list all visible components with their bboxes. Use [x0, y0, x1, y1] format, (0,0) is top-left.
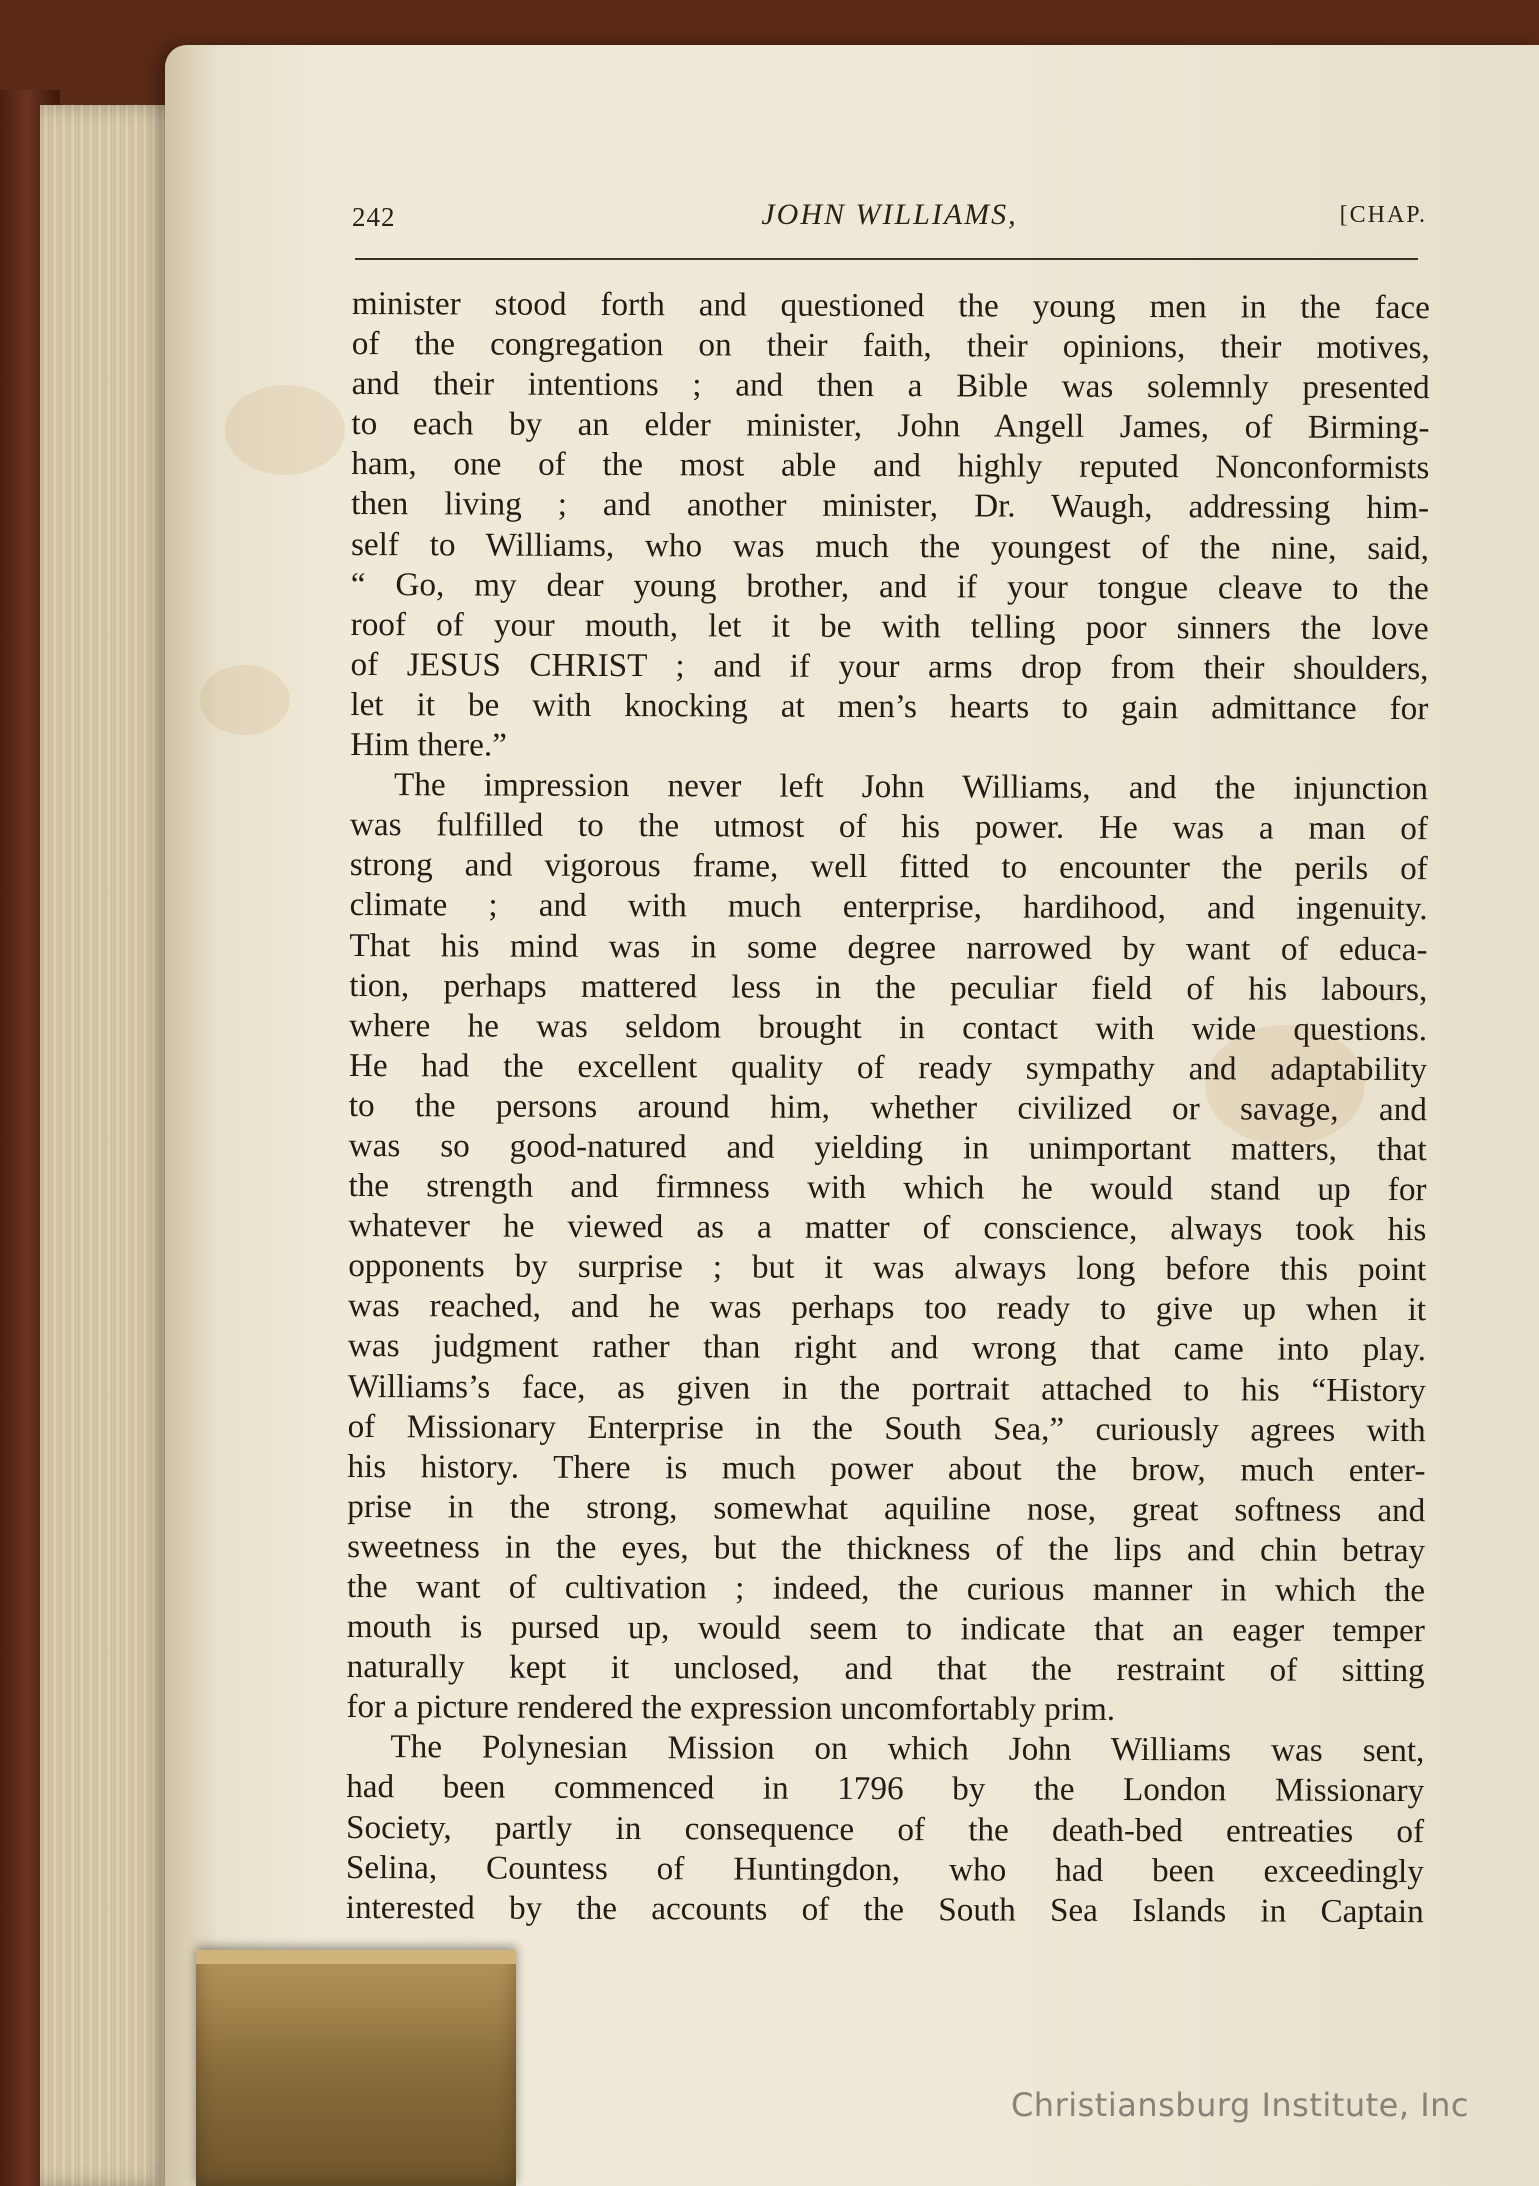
text-line: to each by an elder minister, John Angell James, of Birming-	[351, 405, 1430, 447]
text-line: was so good-natured and yielding in unimportant matters, that	[348, 1126, 1427, 1169]
text-line: mouth is pursed up, would seem to indicate that an eager temper	[346, 1608, 1425, 1650]
text-line: was reached, and he was perhaps too ready to give up when it	[348, 1287, 1427, 1329]
text-line: was fulfilled to the utmost of his power. He was a man of	[349, 806, 1428, 848]
text-line: let it be with knocking at men’s hearts to gain admittance for	[350, 685, 1429, 728]
watermark: Christiansburg Institute, Inc	[1010, 2086, 1469, 2124]
text-line: climate ; and with much enterprise, hardihood, and ingenuity.	[349, 886, 1428, 928]
text-line: self to Williams, who was much the youngest of the nine, said,	[350, 525, 1430, 567]
text-line: sweetness in the eyes, but the thickness of the lips and chin betray	[347, 1527, 1426, 1570]
text-line: Him there.”	[350, 726, 507, 764]
text-line: was judgment rather than right and wrong that came into play.	[347, 1327, 1426, 1369]
text-line: of Missionary Enterprise in the South Sea,” curiously agrees with	[347, 1407, 1426, 1449]
text-line: minister stood forth and questioned the young men in the face	[351, 285, 1430, 327]
text-line: of JESUS CHRIST ; and if your arms drop from their shoulders,	[350, 645, 1429, 687]
page-stain	[225, 385, 345, 475]
text-line: the strength and firmness with which he would stand up for	[348, 1167, 1427, 1209]
text-line: to the persons around him, whether civilized or savage, and	[348, 1086, 1427, 1129]
text-line: “ Go, my dear young brother, and if your tongue cleave to the	[350, 565, 1429, 607]
text-line: naturally kept it unclosed, and that the restraint of sitting	[346, 1648, 1425, 1690]
running-title: JOHN WILLIAMS,	[761, 198, 1018, 231]
text-line: prise in the strong, somewhat aquiline nose, great softness and	[347, 1487, 1426, 1529]
text-line: then living ; and another minister, Dr. Waugh, addressing him-	[351, 485, 1430, 527]
text-line: interested by the accounts of the South Sea Islands in Captain	[345, 1888, 1424, 1930]
page-number: 242	[352, 202, 396, 232]
text-line: had been commenced in 1796 by the London Missionary	[346, 1768, 1425, 1810]
text-line: whatever he viewed as a matter of conscience, always took his	[348, 1207, 1427, 1249]
body-text	[346, 284, 1430, 1932]
running-chapter: [CHAP.	[1339, 202, 1427, 228]
text-line: for a picture rendered the expression uncomfortably prim.	[346, 1688, 1116, 1729]
brass-bookmark-edge	[196, 1950, 516, 1964]
text-line: and their intentions ; and then a Bible was solemnly presented	[351, 365, 1430, 407]
text-line: strong and vigorous frame, well fitted to encounter the perils of	[349, 846, 1428, 888]
text-line: He had the excellent quality of ready sympathy and adaptability	[348, 1046, 1428, 1088]
text-line: opponents by surprise ; but it was always long before this point	[348, 1247, 1427, 1289]
text-line: where he was seldom brought in contact with wide questions.	[349, 1006, 1428, 1048]
page-stain	[200, 665, 290, 735]
paragraph-start: The impression never left John Williams, and the injunction	[394, 766, 1429, 808]
running-header	[352, 198, 1427, 244]
text-line: Williams’s face, as given in the portrait attached to his “History	[347, 1367, 1426, 1409]
text-line: Selina, Countess of Huntingdon, who had been exceedingly	[345, 1848, 1424, 1890]
text-line: the want of cultivation ; indeed, the curious manner in which the	[346, 1567, 1426, 1610]
text-line: tion, perhaps mattered less in the peculiar field of his labours,	[349, 966, 1428, 1008]
text-line: That his mind was in some degree narrowed by want of educa-	[349, 926, 1428, 968]
paragraph-start: The Polynesian Mission on which John Williams was sent,	[390, 1728, 1425, 1770]
text-line: his history. There is much power about the brow, much enter-	[347, 1447, 1426, 1489]
text-line: roof of your mouth, let it be with telling poor sinners the love	[350, 605, 1429, 647]
header-rule	[355, 258, 1418, 260]
text-line: of the congregation on their faith, their opinions, their motives,	[351, 325, 1430, 367]
brass-bookmark	[196, 1950, 516, 2186]
text-line: Society, partly in consequence of the death-bed entreaties of	[346, 1808, 1425, 1850]
text-line: ham, one of the most able and highly reputed Nonconformists	[351, 445, 1430, 487]
